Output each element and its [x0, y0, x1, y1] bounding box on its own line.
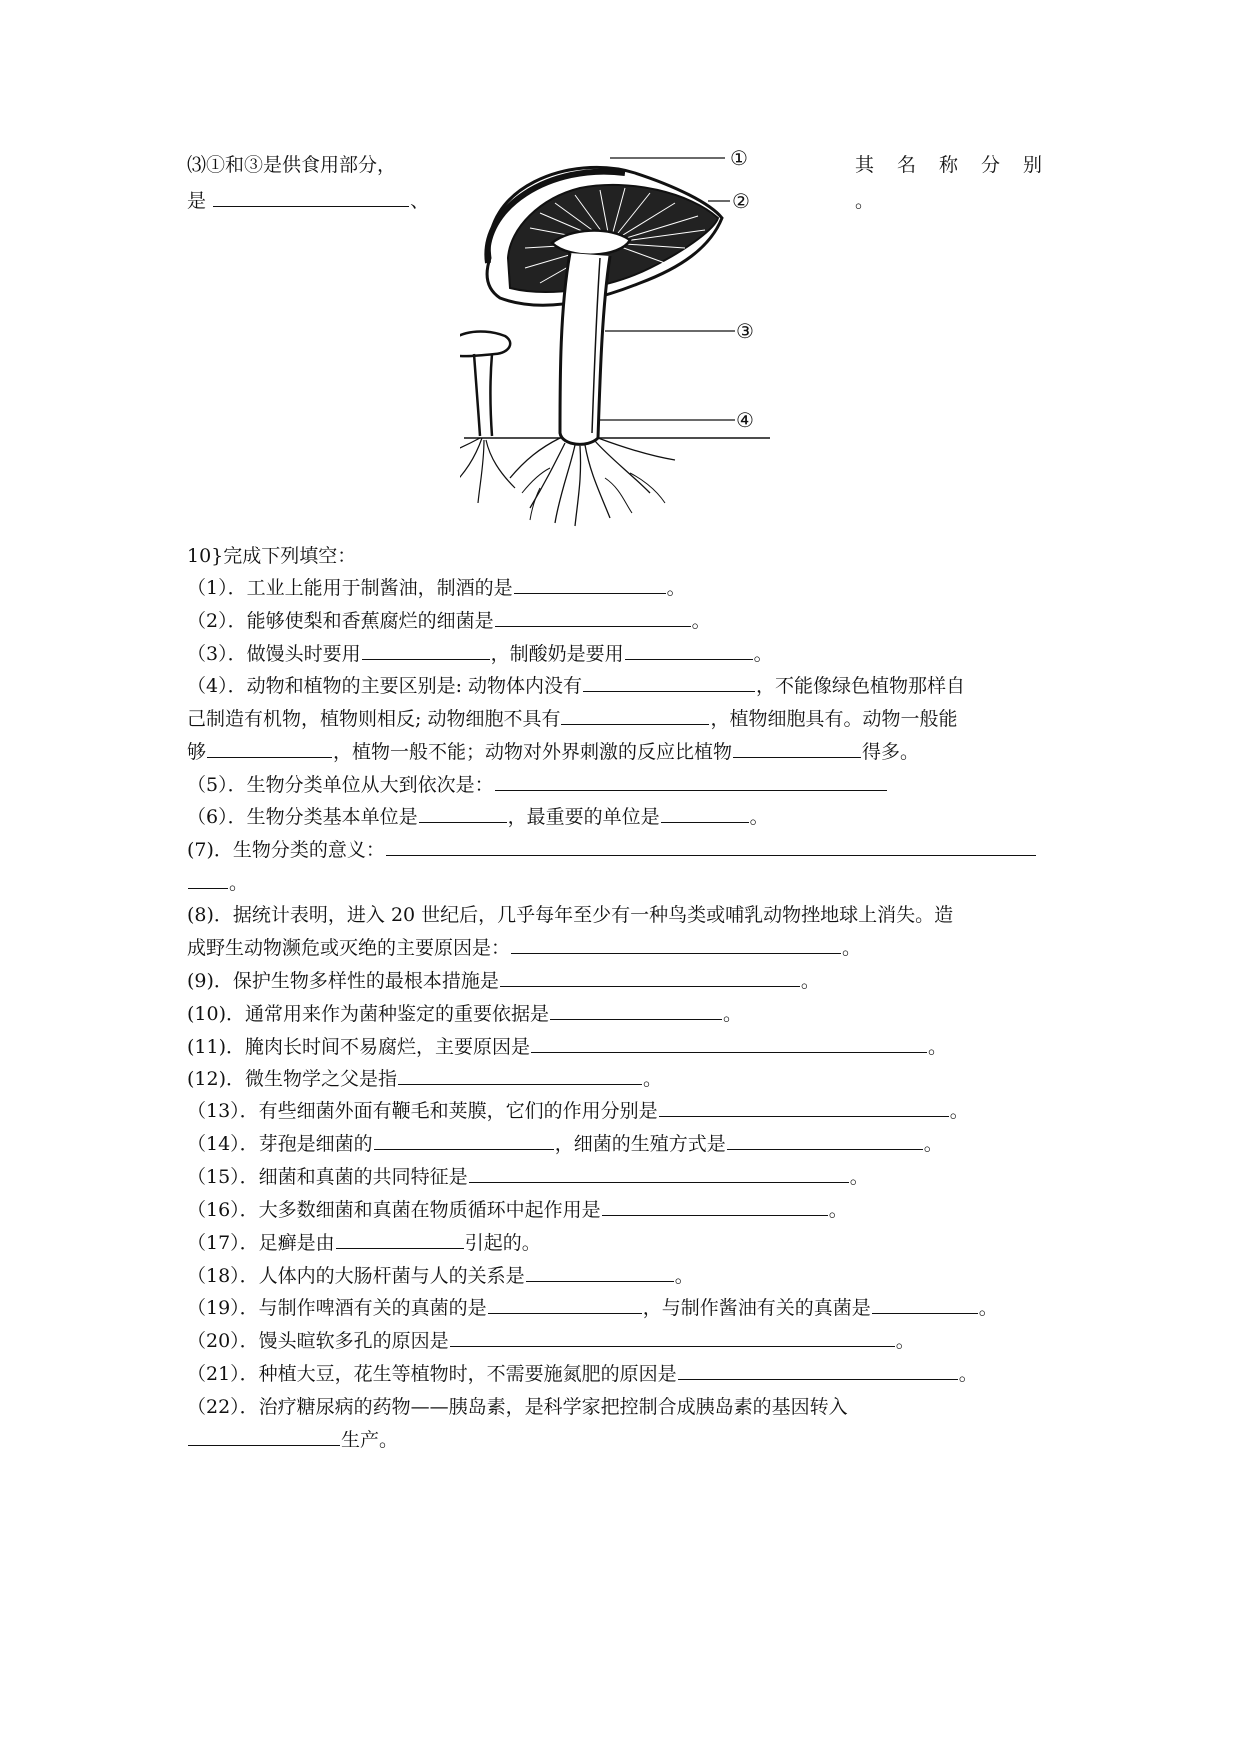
answer-blank[interactable] — [398, 1065, 642, 1085]
item-text: 。 — [978, 1297, 998, 1319]
q10-item — [187, 1327, 915, 1355]
answer-blank[interactable] — [207, 738, 332, 758]
item-text: ，细菌的生殖方式是 — [554, 1133, 726, 1155]
item-text: (12)．微生物学之父是指 — [187, 1068, 398, 1090]
answer-blank[interactable] — [678, 1360, 958, 1380]
item-text: （20）．馒头暄软多孔的原因是 — [187, 1330, 449, 1352]
item-text: 。 — [800, 970, 820, 992]
q9-part3-right — [855, 151, 1065, 179]
item-text: ，与制作酱油有关的真菌是 — [642, 1297, 871, 1319]
q10-item — [187, 574, 686, 602]
answer-blank[interactable] — [511, 934, 841, 954]
item-text: 。 — [749, 806, 769, 828]
answer-blank[interactable] — [386, 836, 1036, 856]
q9-part3-right-text: 其名称分别 — [855, 154, 1066, 176]
item-text: ，植物一般不能；动物对外界刺激的反应比植物 — [333, 741, 733, 763]
figure-label-2: ② — [732, 189, 750, 213]
item-text: 。 — [753, 643, 773, 665]
answer-blank[interactable] — [550, 1000, 722, 1020]
mushroom-figure — [460, 148, 860, 528]
answer-blank[interactable] — [727, 1130, 923, 1150]
item-text: 。 — [842, 937, 862, 959]
answer-blank[interactable] — [659, 1097, 949, 1117]
item-text: (10)．通常用来作为菌种鉴定的重要依据是 — [187, 1003, 550, 1025]
item-text: 。 — [828, 1199, 848, 1221]
figure-label-4: ④ — [736, 408, 754, 432]
figure-label-1: ① — [730, 146, 748, 170]
item-text: 。 — [666, 577, 686, 599]
figure-label-3: ③ — [736, 319, 754, 343]
answer-blank[interactable] — [488, 1294, 642, 1314]
q10-item — [187, 607, 711, 635]
answer-blank[interactable] — [495, 607, 691, 627]
item-text: 。 — [229, 872, 249, 894]
answer-blank[interactable] — [583, 672, 755, 692]
answer-blank[interactable] — [661, 803, 749, 823]
item-text: （18）．人体内的大肠杆菌与人的关系是 — [187, 1265, 525, 1287]
item-text: (11)．腌肉长时间不易腐烂，主要原因是 — [187, 1036, 531, 1058]
item-text: ，制酸奶是要用 — [490, 643, 624, 665]
answer-blank[interactable] — [625, 640, 753, 660]
item-text: （1）．工业上能用于制酱油，制酒的是 — [187, 577, 513, 599]
item-text: （6）．生物分类基本单位是 — [187, 806, 418, 828]
q10-item — [187, 1360, 978, 1388]
q10-item — [187, 771, 888, 799]
answer-blank[interactable] — [561, 705, 709, 725]
item-text: 得多。 — [862, 741, 920, 763]
answer-blank[interactable] — [213, 187, 409, 207]
item-text: ，植物细胞具有。动物一般能 — [710, 708, 958, 730]
q10-item — [187, 1065, 662, 1093]
item-text: 。 — [958, 1363, 978, 1385]
q10-item — [187, 1130, 943, 1158]
item-text: 引起的。 — [464, 1232, 541, 1254]
q9-separator: 、 — [410, 190, 430, 212]
item-text: 生产。 — [341, 1429, 399, 1451]
item-text: 。 — [949, 1100, 969, 1122]
item-text: （5）．生物分类单位从大到依次是： — [187, 774, 494, 796]
item-text: （15）．细菌和真菌的共同特征是 — [187, 1166, 468, 1188]
q10-heading: 10}完成下列填空： — [187, 545, 357, 567]
q10-item — [187, 1196, 848, 1224]
item-text: （21）．种植大豆，花生等植物时，不需要施氮肥的原因是 — [187, 1363, 677, 1385]
answer-blank[interactable] — [336, 1229, 464, 1249]
q10-item — [187, 967, 820, 995]
answer-blank[interactable] — [733, 738, 861, 758]
answer-blank[interactable] — [526, 1262, 674, 1282]
q10-item — [187, 1426, 398, 1454]
item-text: 。 — [849, 1166, 869, 1188]
item-text: 。 — [691, 610, 711, 632]
q9-part3-left: ⑶①和③是供食用部分， — [187, 154, 397, 176]
q10-item — [187, 836, 1037, 864]
q9-part3-text — [187, 151, 396, 179]
answer-blank[interactable] — [419, 803, 507, 823]
item-text: （17）．足癣是由 — [187, 1232, 335, 1254]
q10-item — [187, 1294, 998, 1322]
item-text: （19）．与制作啤酒有关的真菌的是 — [187, 1297, 487, 1319]
q10-item — [187, 1033, 947, 1061]
answer-blank[interactable] — [188, 869, 228, 889]
item-text: (9)．保护生物多样性的最根本措施是 — [187, 970, 499, 992]
item-text: 。 — [674, 1265, 694, 1287]
item-text: 。 — [895, 1330, 915, 1352]
item-text: （3）．做馒头时要用 — [187, 643, 361, 665]
item-text: （13）．有些细菌外面有鞭毛和荚膜，它们的作用分别是 — [187, 1100, 658, 1122]
q10-item — [187, 640, 773, 668]
q9-line-start: 是 — [187, 190, 207, 212]
answer-blank[interactable] — [188, 1426, 340, 1446]
answer-blank[interactable] — [531, 1033, 927, 1053]
q10-item — [187, 934, 861, 962]
q10-item — [187, 803, 769, 831]
item-text: (7)．生物分类的意义： — [187, 839, 385, 861]
q10-item — [187, 1000, 742, 1028]
item-text: 成野生动物濒危或灭绝的主要原因是： — [187, 937, 511, 959]
item-text: ，最重要的单位是 — [507, 806, 660, 828]
item-text: （4）．动物和植物的主要区别是: 动物体内没有 — [187, 675, 583, 697]
answer-blank[interactable] — [602, 1196, 828, 1216]
q10-item — [187, 1262, 694, 1290]
item-text: (8)．据统计表明，进入 20 世纪后，几乎每年至少有一种鸟类或哺乳动物挫地球上消失。造 — [187, 904, 954, 926]
item-text: （16）．大多数细菌和真菌在物质循环中起作用是 — [187, 1199, 601, 1221]
answer-blank[interactable] — [495, 771, 887, 791]
answer-blank[interactable] — [374, 1130, 554, 1150]
q10-item — [187, 738, 919, 766]
item-text: 。 — [928, 1036, 948, 1058]
answer-blank[interactable] — [872, 1294, 978, 1314]
item-text: 够 — [187, 741, 207, 763]
answer-blank[interactable] — [469, 1163, 849, 1183]
q10-item — [187, 901, 953, 929]
q10-item — [187, 1393, 848, 1421]
item-text: ，不能像绿色植物那样自 — [756, 675, 966, 697]
answer-blank[interactable] — [514, 574, 666, 594]
item-text: （22）．治疗糖尿病的药物——胰岛素，是科学家把控制合成胰岛素的基因转入 — [187, 1396, 848, 1418]
q10-item — [187, 869, 248, 897]
q10-item — [187, 705, 957, 733]
q9-answer-line — [187, 187, 429, 215]
item-text: 。 — [923, 1133, 943, 1155]
mushroom-illustration — [460, 148, 860, 528]
answer-blank[interactable] — [362, 640, 490, 660]
q10-item — [187, 1229, 541, 1257]
item-text: （2）．能够使梨和香蕉腐烂的细菌是 — [187, 610, 494, 632]
item-text: 己制造有机物，植物则相反; 动物细胞不具有 — [187, 708, 561, 730]
q9-end-mark: 。 — [855, 190, 875, 212]
answer-blank[interactable] — [450, 1327, 895, 1347]
item-text: 。 — [723, 1003, 743, 1025]
q10-item — [187, 1163, 869, 1191]
q10-item — [187, 672, 965, 700]
item-text: 。 — [643, 1068, 663, 1090]
answer-blank[interactable] — [500, 967, 800, 987]
q10-item — [187, 1097, 969, 1125]
item-text: （14）．芽孢是细菌的 — [187, 1133, 373, 1155]
